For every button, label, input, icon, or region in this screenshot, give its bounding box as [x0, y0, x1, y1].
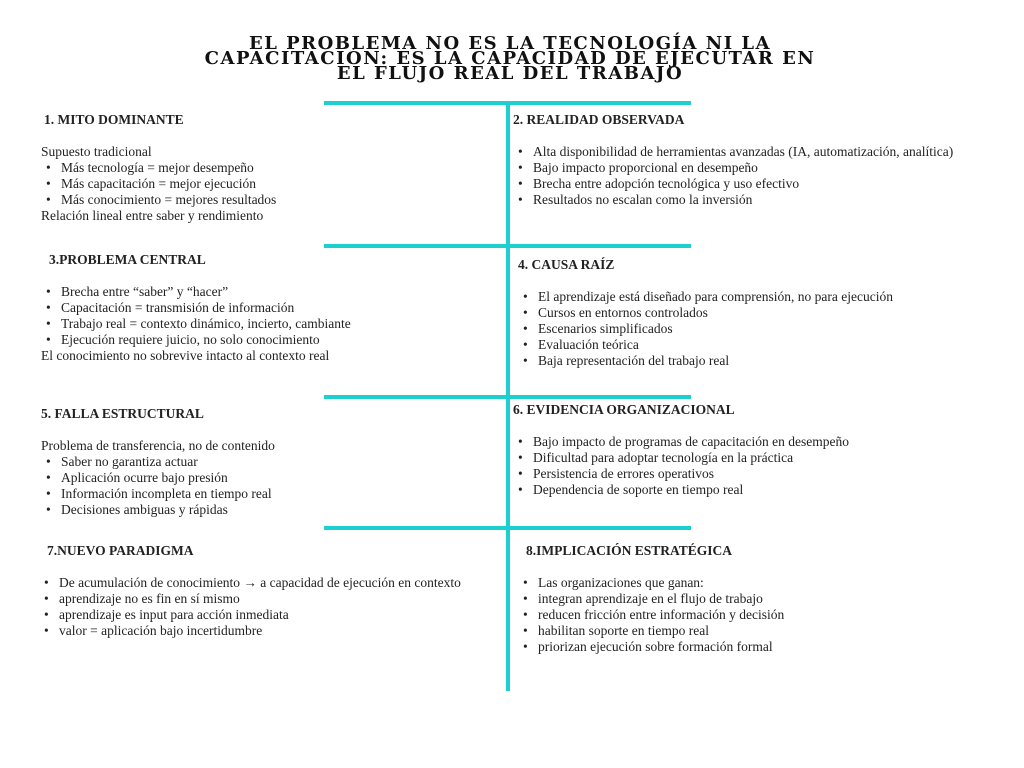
list-item: • habilitan soporte en tiempo real — [518, 623, 978, 639]
section-falla-estructural — [41, 406, 491, 518]
list-item: • Saber no garantiza actuar — [41, 454, 491, 470]
list-item: • Las organizaciones que ganan: — [518, 575, 978, 591]
list-item: • valor = aplicación bajo incertidumbre — [39, 623, 479, 639]
list-item: • Bajo impacto de programas de capacitación en desempeño — [513, 434, 973, 450]
list-item: • El aprendizaje está diseñado para comprensión, no para ejecución — [518, 289, 978, 305]
bullet-list — [41, 160, 481, 208]
bullet-list — [39, 575, 479, 639]
list-item: • Escenarios simplificados — [518, 321, 978, 337]
section-problema-central — [41, 252, 491, 364]
section-mito-dominante — [41, 112, 481, 224]
section-evidencia-organizacional — [513, 402, 973, 498]
bullet-list — [518, 289, 978, 369]
bullet-list — [513, 434, 973, 498]
list-item: • Aplicación ocurre bajo presión — [41, 470, 491, 486]
list-item: • Bajo impacto proporcional en desempeño — [513, 160, 973, 176]
list-item: • Brecha entre adopción tecnológica y uso efectivo — [513, 176, 973, 192]
list-item: • Más tecnología = mejor desempeño — [41, 160, 481, 176]
list-item: • Dependencia de soporte en tiempo real — [513, 482, 973, 498]
section-heading: 7.NUEVO PARADIGMA — [47, 543, 194, 558]
title-line-2: CAPACITACIÓN: ES LA CAPACIDAD DE EJECUTAR EN — [204, 48, 816, 69]
list-item: • Trabajo real = contexto dinámico, incierto, cambiante — [41, 316, 491, 332]
section-heading: 3.PROBLEMA CENTRAL — [49, 252, 206, 267]
list-item: • Brecha entre “saber” y “hacer” — [41, 284, 491, 300]
list-item: • Ejecución requiere juicio, no solo conocimiento — [41, 332, 491, 348]
list-item: • Información incompleta en tiempo real — [41, 486, 491, 502]
list-item: • priorizan ejecución sobre formación formal — [518, 639, 978, 655]
list-item: • integran aprendizaje en el flujo de trabajo — [518, 591, 978, 607]
list-item: • Resultados no escalan como la inversión — [513, 192, 973, 208]
title-line-3: EL FLUJO REAL DEL TRABAJO — [336, 63, 684, 84]
section-nuevo-paradigma — [39, 543, 479, 639]
divider-line-1 — [324, 101, 691, 105]
list-item: • De acumulación de conocimiento → a capacidad de ejecución en contexto — [39, 575, 479, 591]
list-item: • Baja representación del trabajo real — [518, 353, 978, 369]
list-item: • Decisiones ambiguas y rápidas — [41, 502, 491, 518]
section-outro: Relación lineal entre saber y rendimiento — [41, 208, 264, 223]
bullet-list — [518, 575, 978, 655]
divider-line-3 — [324, 395, 691, 399]
section-heading: 8.IMPLICACIÓN ESTRATÉGICA — [526, 543, 733, 558]
section-heading: 5. FALLA ESTRUCTURAL — [41, 406, 204, 421]
title-line-1: EL PROBLEMA NO ES LA TECNOLOGÍA NI LA — [248, 33, 772, 54]
list-item: • Dificultad para adoptar tecnología en la práctica — [513, 450, 973, 466]
section-heading: 4. CAUSA RAÍZ — [518, 257, 615, 272]
bullet-list — [41, 454, 491, 518]
list-item: • Evaluación teórica — [518, 337, 978, 353]
list-item: • aprendizaje no es fin en sí mismo — [39, 591, 479, 607]
section-realidad-observada — [513, 112, 973, 208]
section-heading: 6. EVIDENCIA ORGANIZACIONAL — [513, 402, 735, 417]
section-intro: Supuesto tradicional — [41, 144, 152, 159]
divider-line-2 — [324, 244, 691, 248]
divider-line-4 — [324, 526, 691, 530]
list-item: • aprendizaje es input para acción inmediata — [39, 607, 479, 623]
list-item: • Cursos en entornos controlados — [518, 305, 978, 321]
list-item: • Alta disponibilidad de herramientas avanzadas (IA, automatización, analítica) — [513, 144, 973, 160]
list-item: • Más conocimiento = mejores resultados — [41, 192, 481, 208]
section-causa-raiz — [518, 257, 978, 369]
section-outro: El conocimiento no sobrevive intacto al contexto real — [41, 348, 330, 363]
section-implicacion-estrategica — [518, 543, 978, 655]
section-intro: Problema de transferencia, no de contenido — [41, 438, 275, 453]
section-heading: 2. REALIDAD OBSERVADA — [513, 112, 685, 127]
bullet-list — [41, 284, 491, 348]
list-item: • Más capacitación = mejor ejecución — [41, 176, 481, 192]
page-title — [180, 33, 840, 84]
list-item: • reducen fricción entre información y decisión — [518, 607, 978, 623]
bullet-list — [513, 144, 973, 208]
list-item: • Capacitación = transmisión de información — [41, 300, 491, 316]
section-heading: 1. MITO DOMINANTE — [44, 112, 184, 127]
list-item: • Persistencia de errores operativos — [513, 466, 973, 482]
